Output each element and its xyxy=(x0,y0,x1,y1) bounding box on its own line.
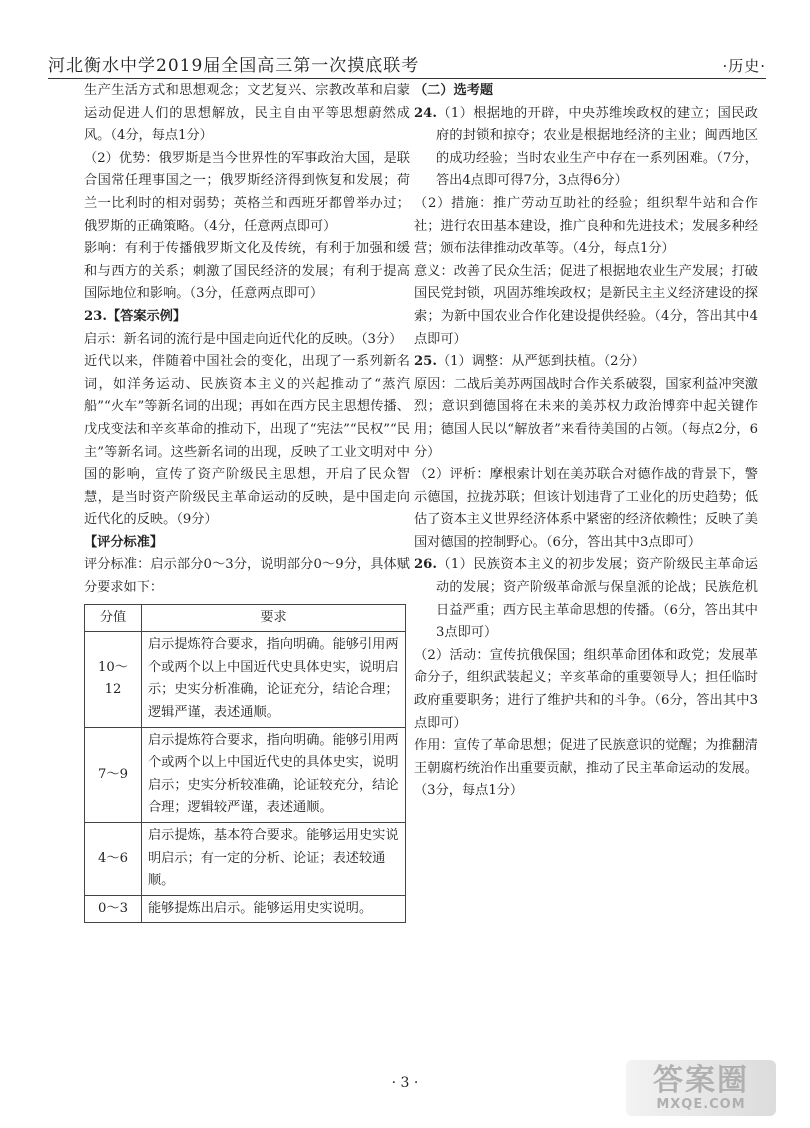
q22-continued: 生产生活方式和思想观念；文艺复兴、宗教改革和启蒙运动促进人们的思想解放，民主自由平等思想蔚然成风。（4分，每点1分） xyxy=(84,83,410,144)
q25-reasons: 原因：二战后美苏两国战时合作关系破裂，国家利益冲突激烈；意识到德国将在未来的美苏权力政治博弈中起关键作用；德国人民以“解放者”来看待美国的占领。（每点2分，6分） xyxy=(414,376,758,460)
score-cell: 10～12 xyxy=(85,632,142,727)
q23-explanation: 近代以来，伴随着中国社会的变化，出现了一系列新名词，如洋务运动、民族资本主义的兴起推动了“蒸汽船”“火车”等新名词的出现；再如在西方民主思想传播、戊戌变法和辛亥革命的推动下，出现了“宪法”“民权”“民主”等新名词。这些新名词的出现，反映了工业文明对中国的影响，宣传了资产阶级民主思想，开启了民众智慧，是当时资产阶级民主革命运动的反映，是中国走向近代化的反映。（9分） xyxy=(84,354,410,528)
watermark-logo xyxy=(626,1060,776,1116)
score-cell: 0～3 xyxy=(85,895,142,923)
q24-part2: （2）措施：推广劳动互助社的经验；组织犁牛站和合作社；进行农田基本建设，推广良种和先进技术；发展多种经营；颁布法律推动改革等。（4分，每点1分） xyxy=(414,195,758,257)
table-row xyxy=(85,632,406,727)
q24-part1-text: （1）根据地的开辟，中央苏维埃政权的建立；国民政府的封锁和掠夺；农业是根据地经济的主业；闽西地区的成功经验；当时农业生产中存在一系列困难。（7分，答出4点即可得7分，3点得6分） xyxy=(436,105,758,189)
table-row xyxy=(85,823,406,896)
q22-impact: 影响：有利于传播俄罗斯文化及传统，有利于加强和缓和与西方的关系；刺激了国民经济的发展；有利于提高国际地位和影响。（3分，任意两点即可） xyxy=(84,241,410,302)
score-cell: 4～6 xyxy=(85,823,142,896)
page-header xyxy=(48,50,766,79)
requirement-cell: 能够提炼出启示。能够运用史实说明。 xyxy=(142,895,406,923)
left-column xyxy=(84,80,410,923)
requirement-cell: 启示提炼符合要求，指向明确。能够引用两个或两个以上中国近代史具体史实，说明启示；史实分析准确，论证充分，结论合理；逻辑严谨，表述通顺。 xyxy=(142,632,406,727)
q23-heading xyxy=(84,306,410,329)
q24-part1 xyxy=(414,103,758,193)
q26-part2: （2）活动：宣传抗俄保国；组织革命团体和政党；发展革命分子，组织武装起义；辛亥革命的重要领导人；担任临时政府重要职务；进行了维护共和的斗争。（6分，答出其中3点即可） xyxy=(414,647,758,731)
q24-number: 24. xyxy=(414,105,437,121)
elective-section-title: （二）选考题 xyxy=(414,83,494,98)
criteria-text: 评分标准：启示部分0～3分，说明部分0～9分，具体赋分要求如下： xyxy=(84,557,410,596)
score-cell: 7～9 xyxy=(85,727,142,822)
exam-title: 河北衡水中学2019届全国高三第一次摸底联考 xyxy=(48,56,420,76)
header-score: 分值 xyxy=(85,604,142,632)
q25-part2: （2）评析：摩根索计划在美苏联合对德作战的背景下，警示德国，拉拢苏联；但该计划违背了工业化的历史趋势；低估了资本主义世界经济体系中紧密的经济依赖性；反映了美国对德国的控制野心。（6分，答出其中3点即可） xyxy=(414,467,758,550)
rubric-table xyxy=(84,604,406,924)
page-number: · 3 · xyxy=(391,1075,419,1091)
watermark-text: 答案圈 xyxy=(653,1062,749,1098)
table-header-row xyxy=(85,604,406,632)
header-requirement: 要求 xyxy=(142,604,406,632)
table-row xyxy=(85,727,406,822)
q22-part2: （2）优势：俄罗斯是当今世界性的军事政治大国，是联合国常任理事国之一；俄罗斯经济得到恢复和发展；荷兰一比利时的相对弱势；英格兰和西班牙都曾举办过；俄罗斯的正确策略。（4分，任意两点即可） xyxy=(84,150,410,234)
q25-part1-text: （1）调整：从严惩到扶植。（2分） xyxy=(436,354,645,370)
q26-part1 xyxy=(414,554,758,644)
q25-part1 xyxy=(414,351,758,374)
right-column xyxy=(414,80,758,803)
requirement-cell: 启示提炼符合要求，指向明确。能够引用两个或两个以上中国近代史的具体史实，说明启示；史实分析较准确，论证较充分，结论合理；逻辑较严谨，表述通顺。 xyxy=(142,727,406,822)
subject-label: ·历史· xyxy=(722,57,766,75)
q26-effect: 作用：宣传了革命思想；促进了民族意识的觉醒；为推翻清王朝腐朽统治作出重要贡献，推动了民主革命运动的发展。（3分，每点1分） xyxy=(414,738,758,799)
criteria-heading: 【评分标准】 xyxy=(84,534,164,550)
table-row xyxy=(85,895,406,923)
q23-number: 23. xyxy=(84,308,107,324)
q24-significance: 意义：改善了民众生活；促进了根据地农业生产发展；打破国民党封锁，巩固苏维埃政权；是新民主主义经济建设的探索；为新中国农业合作化建设提供经验。（4分，答出其中4点即可） xyxy=(414,263,758,347)
q25-number: 25. xyxy=(414,354,437,370)
watermark-url: MXQE.COM xyxy=(656,1096,746,1112)
q23-insight: 启示：新名词的流行是中国走向近代化的反映。（3分） xyxy=(84,331,403,347)
requirement-cell: 启示提炼，基本符合要求。能够运用史实说明启示；有一定的分析、论证；表述较通顺。 xyxy=(142,823,406,896)
answer-example-label: 【答案示例】 xyxy=(106,308,187,324)
q26-number: 26. xyxy=(414,557,437,573)
q26-part1-text: （1）民族资本主义的初步发展；资产阶级民主革命运动的发展；资产阶级革命派与保皇派的论战；民族危机日益严重；西方民主革命思想的传播。（6分，答出其中3点即可） xyxy=(436,557,758,641)
